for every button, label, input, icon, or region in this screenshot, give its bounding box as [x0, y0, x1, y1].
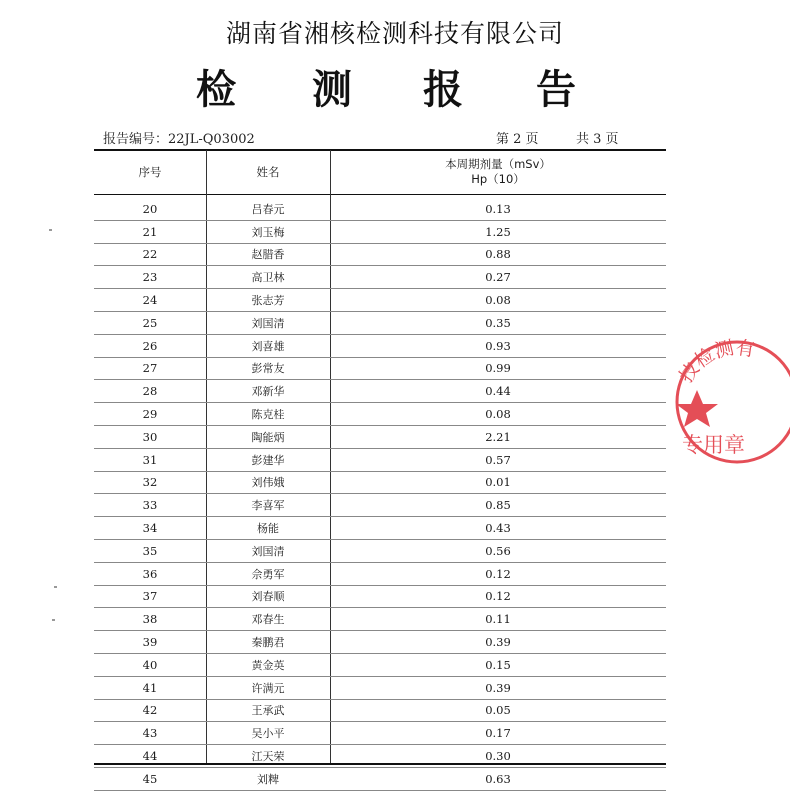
header-dose: [330, 150, 666, 194]
table-row: [94, 311, 666, 334]
serial-number-cell: 20: [94, 198, 206, 220]
table-row: [94, 403, 666, 426]
table-row: [94, 631, 666, 654]
company-seal-stamp: [672, 322, 790, 482]
serial-number-cell: 34: [94, 517, 206, 540]
serial-number-cell: 32: [94, 471, 206, 494]
dose-cell: 0.85: [330, 494, 666, 517]
dose-cell: 0.93: [330, 334, 666, 357]
serial-number-cell: 38: [94, 608, 206, 631]
table-row: [94, 539, 666, 562]
name-cell: 刘伟娥: [206, 471, 330, 494]
table-row: [94, 380, 666, 403]
name-cell: 赵腊香: [206, 243, 330, 266]
name-cell: 陈克桂: [206, 403, 330, 426]
title-char-2: 测: [312, 66, 352, 113]
table-header-rule: [94, 194, 666, 195]
dose-cell: 0.08: [330, 289, 666, 312]
dose-cell: 2.21: [330, 425, 666, 448]
name-cell: 彭常友: [206, 357, 330, 380]
name-cell: 邓新华: [206, 380, 330, 403]
name-cell: 高卫林: [206, 266, 330, 289]
table-row: [94, 425, 666, 448]
table-row: [94, 357, 666, 380]
dose-cell: 0.27: [330, 266, 666, 289]
dose-cell: 0.05: [330, 699, 666, 722]
serial-number-cell: 44: [94, 745, 206, 768]
page-total: 共 3 页: [576, 132, 619, 147]
table-row: [94, 471, 666, 494]
dose-cell: 0.17: [330, 722, 666, 745]
name-cell: 刘国清: [206, 539, 330, 562]
name-cell: 邓春生: [206, 608, 330, 631]
table-row: [94, 243, 666, 266]
serial-number-cell: 25: [94, 311, 206, 334]
title-char-1: 检: [196, 66, 236, 113]
dose-cell: 0.63: [330, 767, 666, 790]
name-cell: 刘玉梅: [206, 220, 330, 243]
serial-number-cell: 35: [94, 539, 206, 562]
dose-cell: 0.39: [330, 631, 666, 654]
table-row: [94, 608, 666, 631]
serial-number-cell: 21: [94, 220, 206, 243]
dose-table: [94, 198, 666, 791]
serial-number-cell: 28: [94, 380, 206, 403]
serial-number-cell: 45: [94, 767, 206, 790]
serial-number-cell: 27: [94, 357, 206, 380]
serial-number-cell: 40: [94, 653, 206, 676]
table-row: [94, 289, 666, 312]
dose-cell: 0.11: [330, 608, 666, 631]
dose-cell: 0.57: [330, 448, 666, 471]
serial-number-cell: 41: [94, 676, 206, 699]
dose-cell: 0.08: [330, 403, 666, 426]
dose-cell: 0.43: [330, 517, 666, 540]
company-name: 湖南省湘核检测科技有限公司: [225, 19, 564, 48]
dose-cell: 0.13: [330, 198, 666, 220]
table-row: [94, 745, 666, 768]
table-row: [94, 676, 666, 699]
name-cell: 吕春元: [206, 198, 330, 220]
table-row: [94, 562, 666, 585]
serial-number-cell: 33: [94, 494, 206, 517]
table-row: [94, 334, 666, 357]
table-row: [94, 517, 666, 540]
header-serial-number: 序号: [138, 165, 162, 179]
name-cell: 许满元: [206, 676, 330, 699]
table-row: [94, 722, 666, 745]
name-cell: 江天荣: [206, 745, 330, 768]
name-cell: 刘粺: [206, 767, 330, 790]
table-row: [94, 266, 666, 289]
name-cell: 李喜军: [206, 494, 330, 517]
header-dose-unit: 本周期剂量（mSv）: [445, 157, 551, 171]
table-row: [94, 198, 666, 220]
seal-star-icon: [676, 390, 718, 427]
seal-text-top: 技检测有: [675, 336, 757, 387]
table-row: [94, 653, 666, 676]
scan-mark: [52, 619, 55, 621]
serial-number-cell: 31: [94, 448, 206, 471]
name-cell: 彭建华: [206, 448, 330, 471]
title-char-3: 报: [423, 66, 463, 113]
table-row: [94, 448, 666, 471]
name-cell: 杨能: [206, 517, 330, 540]
name-cell: 佘勇军: [206, 562, 330, 585]
name-cell: 吴小平: [206, 722, 330, 745]
table-row: [94, 767, 666, 790]
serial-number-cell: 36: [94, 562, 206, 585]
dose-cell: 0.12: [330, 585, 666, 608]
name-cell: 王承武: [206, 699, 330, 722]
page-current: 第 2 页: [496, 132, 539, 147]
table-row: [94, 699, 666, 722]
report-title: [0, 58, 790, 113]
serial-number-cell: 30: [94, 425, 206, 448]
serial-number-cell: 26: [94, 334, 206, 357]
table-row: [94, 494, 666, 517]
dose-cell: 0.35: [330, 311, 666, 334]
serial-number-cell: 22: [94, 243, 206, 266]
seal-text-bottom: 专用章: [682, 433, 745, 457]
scan-mark: [54, 586, 57, 588]
table-row: [94, 585, 666, 608]
dose-cell: 0.15: [330, 653, 666, 676]
dose-cell: 0.01: [330, 471, 666, 494]
dose-cell: 1.25: [330, 220, 666, 243]
header-dose-quantity: Hp（10）: [471, 172, 525, 186]
dose-table-body: [94, 198, 666, 790]
title-char-4: 告: [536, 66, 576, 113]
serial-number-cell: 37: [94, 585, 206, 608]
dose-cell: 0.56: [330, 539, 666, 562]
serial-number-cell: 39: [94, 631, 206, 654]
serial-number-cell: 42: [94, 699, 206, 722]
name-cell: 秦鹏君: [206, 631, 330, 654]
name-cell: 黄金英: [206, 653, 330, 676]
serial-number-cell: 43: [94, 722, 206, 745]
dose-cell: 0.12: [330, 562, 666, 585]
serial-number-cell: 29: [94, 403, 206, 426]
header-name: 姓名: [256, 165, 280, 179]
serial-number-cell: 24: [94, 289, 206, 312]
serial-number-cell: 23: [94, 266, 206, 289]
dose-cell: 0.39: [330, 676, 666, 699]
dose-cell: 0.30: [330, 745, 666, 768]
dose-cell: 0.99: [330, 357, 666, 380]
scan-mark: [49, 229, 52, 231]
name-cell: 陶能炳: [206, 425, 330, 448]
name-cell: 刘喜雄: [206, 334, 330, 357]
name-cell: 张志芳: [206, 289, 330, 312]
report-number: 报告编号：22JL-Q03002: [103, 132, 255, 147]
dose-cell: 0.88: [330, 243, 666, 266]
table-row: [94, 220, 666, 243]
name-cell: 刘国清: [206, 311, 330, 334]
dose-cell: 0.44: [330, 380, 666, 403]
name-cell: 刘春顺: [206, 585, 330, 608]
